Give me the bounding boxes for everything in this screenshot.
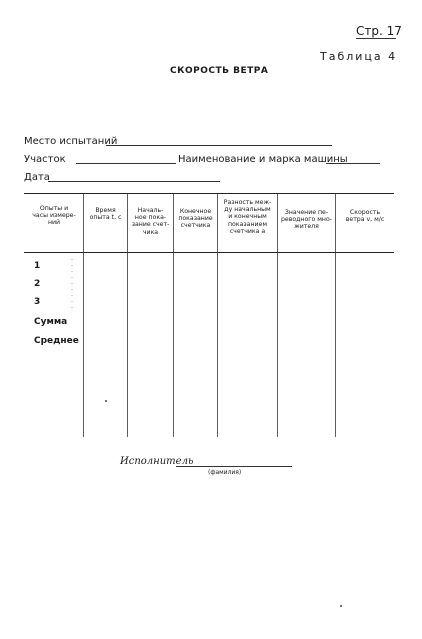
executor-signature-line[interactable] xyxy=(176,466,292,467)
column-header-initial-reading: Началь- ное пока- зание счет- чика xyxy=(131,207,170,236)
field-label-machine: Наименование и марка машины xyxy=(178,154,348,165)
column-header-final-reading: Конечное показание счетчика xyxy=(178,208,213,230)
field-line-machine[interactable] xyxy=(326,163,380,164)
row-label-1: 1 xyxy=(34,261,41,271)
executor-caption: (фамилия) xyxy=(208,469,242,476)
column-header-wind-speed: Скорость ветра v, м/с xyxy=(345,209,385,224)
row-label-sum: Сумма xyxy=(34,317,68,327)
column-header-conversion-factor: Значение пе- реводного мно- жителя xyxy=(280,209,332,231)
scan-speck xyxy=(340,605,342,607)
page-number-underline xyxy=(356,38,396,39)
field-label-place: Место испытаний xyxy=(24,136,118,147)
field-line-section[interactable] xyxy=(76,163,176,164)
column-header-trials: Опыты и часы измере- ний xyxy=(32,205,76,227)
scan-speck xyxy=(105,400,107,402)
executor-label: Исполнитель xyxy=(120,456,194,467)
field-line-date[interactable] xyxy=(48,181,220,182)
row-label-3: 3 xyxy=(34,297,41,307)
document-title: СКОРОСТЬ ВЕТРА xyxy=(170,66,269,76)
column-header-difference: Разность меж- ду начальным и конечным показанием счетчика a xyxy=(223,199,272,235)
wind-speed-table xyxy=(24,193,394,437)
page-number: Стр. 17 xyxy=(356,24,402,38)
row-label-average: Среднее xyxy=(34,336,79,346)
table-label: Таблица 4 xyxy=(320,50,398,63)
field-label-date: Дата xyxy=(24,172,50,183)
column-header-time: Время опыта t, с xyxy=(89,207,122,222)
row-label-2: 2 xyxy=(34,279,41,289)
field-label-section: Участок xyxy=(24,154,66,165)
field-line-place[interactable] xyxy=(106,145,332,146)
